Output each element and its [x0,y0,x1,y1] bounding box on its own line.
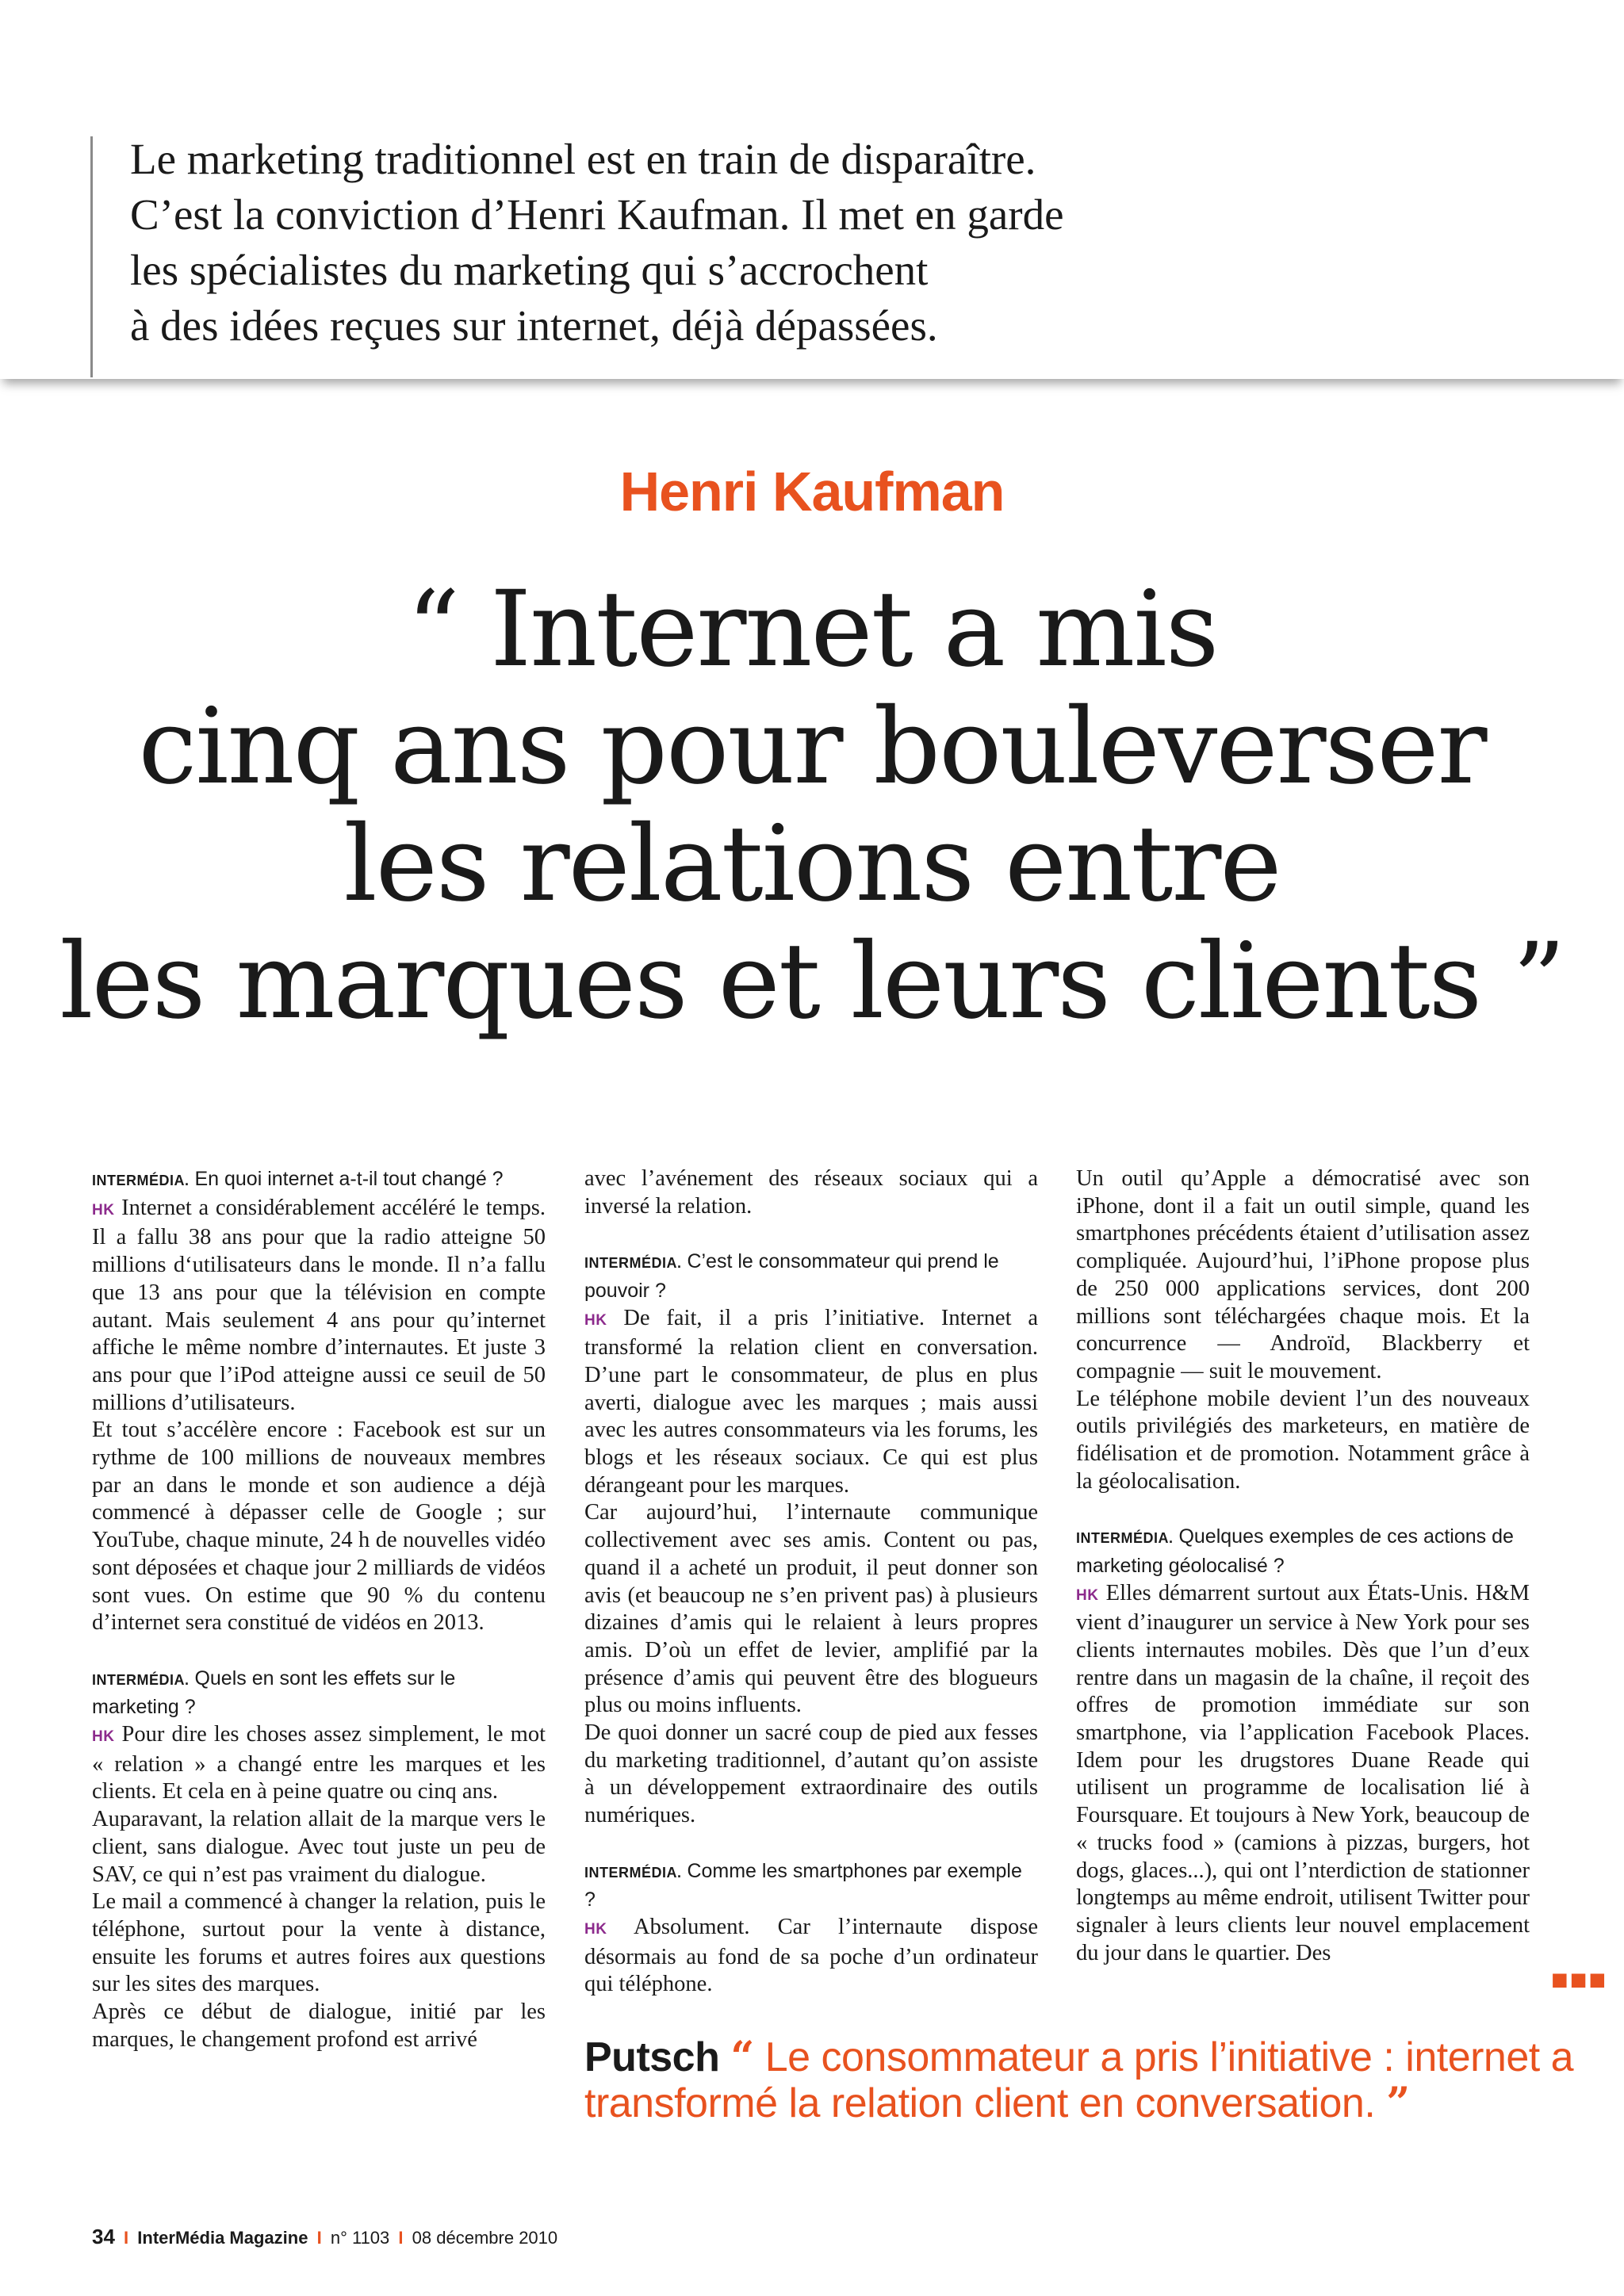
question-text: Quels en sont les effets sur le marketing ? [92,1667,456,1719]
respondent-label: HK [92,1728,115,1746]
interviewer-label: INTERMÉDIA. [92,1173,190,1188]
headline-line: cinq ans pour bouleverser [138,686,1486,808]
paragraph: Car aujourd’hui, l’internaute communique collectivement avec ses amis. Content ou pas, quand il a acheté un produit, il peut donner son avis (et beaucoup ne s’en privent pas) à plusieurs dizaines d’amis qui le relaient à leurs propres amis. D’où un effet de levier, amplifié par la présence d’amis qui peuvent être des blogueurs plus ou moins influents. [584,1500,1038,1718]
column-2 [584,1165,1038,1999]
paragraph: De quoi donner un sacré coup de pied aux fesses du marketing traditionnel, d’autant qu’on assiste à un développement extraordinaire des outils numériques. [584,1720,1038,1828]
paragraph: Un outil qu’Apple a démocratisé avec son iPhone, dont il a fait un outil simple, quand les smartphones précédents étaient d’utilisation assez compliquée. Aujourd’hui, l’iPhone propose plus de 250 000 applications services, dont 200 millions sont téléchargées chaque mois. Et la concurrence — Androïd, Blackberry et compagnie — suit le mouvement. [1076,1166,1530,1383]
interviewer-label: INTERMÉDIA. [1076,1530,1174,1547]
intro-rule [90,136,93,377]
interviewer-label: INTERMÉDIA. [92,1671,190,1688]
headline-line: “ Internet a mis [406,568,1218,691]
headline-line: les relations entre [343,803,1281,925]
continue-marker: ■■■ [1551,1963,1608,1996]
answer [1076,1580,1530,1968]
respondent-label: HK [92,1201,115,1219]
answer-text: Elles démarrent surtout aux États-Unis. H&M vient d’inaugurer un service à New York pour ses clients internautes mobiles. Dès que l’un d’eux rentre dans un magasin de la chaîne, il reçoit des offres de promotion immédiate sur son smartphone, via l’application Facebook Places. Idem pour les drugstores Duane Reade qui utilisent un programme de localisation lié à Foursquare. Et toujours à New York, beaucoup de « trucks food » (camions à pizzas, burgers, hot dogs, glaces...), qui ont l’nterdiction de stationner longtemps au même endroit, utilisent Twitter pour signaler à leurs clients leur nouvel emplacement du jour dans le quartier. Des [1076,1580,1530,1965]
pull-quote-label: Putsch [584,2034,720,2080]
paragraph: Auparavant, la relation allait de la marque vers le client, sans dialogue. Avec tout juste un peu de SAV, ce qui n’est pas vraiment du dialogue. [92,1807,546,1887]
respondent-label: HK [584,1311,607,1329]
author-name: Henri Kaufman [619,461,1005,522]
answer-text: Absolument. Car l’internaute dispose désormais au fond de sa poche d’un ordinateur qui téléphone. [584,1914,1038,1997]
paragraph: Le mail a commencé à changer la relation, puis le téléphone, surtout pour la vente à distance, ensuite les forums et autres foires aux questions sur les sites des marques. [92,1889,546,1997]
intro-band [0,0,1624,379]
close-quote-mark: ” [1386,2079,1410,2127]
paragraph: avec l’avénement des réseaux sociaux qui a inversé la relation. [584,1166,1038,1219]
answer [584,1305,1038,1500]
question [584,1858,1038,1914]
paragraph: Le téléphone mobile devient l’un des nouveaux outils privilégiés des marketeurs, en matière de fidélisation et de promotion. Notamment grâce à la géolocalisation. [1076,1386,1530,1494]
column-3 [1076,1165,1530,1967]
interviewer-label: INTERMÉDIA. [584,1255,682,1272]
intro-text: Le marketing traditionnel est en train de disparaître. C’est la conviction d’Henri Kaufman. Il met en garde les spécialistes du marketing qui s’accrochent à des idées reçues sur internet, déjà dépassées. [130,135,1064,350]
issue-number: n° 1103 [330,2228,390,2248]
answer-text: Internet a considérablement accéléré le temps. Il a fallu 38 ans pour que la radio atteigne 50 millions d‘utilisateurs dans le monde. Il n’a fallu que 13 ans pour que la télévision en compte autant. Mais seulement 4 ans pour qu’internet affiche le même nombre d’internautes. Et juste 3 ans pour que l’iPod atteigne aussi ce seuil de 50 millions d’utilisateurs. [92,1195,546,1415]
issue-date: 08 décembre 2010 [412,2228,558,2248]
paragraph: Après ce début de dialogue, initié par les marques, le changement profond est arrivé [92,1999,546,2052]
question-text: Comme les smartphones par exemple ? [584,1859,1022,1911]
footer-separator: I [398,2228,404,2248]
answer [92,1195,546,1418]
pull-quote-text: Le consommateur a pris l’initiative : internet a transformé la relation client en conversation. [584,2034,1574,2126]
page-footer [92,2225,557,2249]
question [584,1248,1038,1304]
pull-quote [584,2034,1576,2126]
answer-text: Pour dire les choses assez simplement, le mot « relation » a changé entre les marques et les clients. Et cela en à peine quatre ou cinq ans. [92,1722,546,1804]
question [92,1665,546,1721]
answer [92,1721,546,1806]
footer-separator: I [316,2228,322,2248]
magazine-name: InterMédia Magazine [137,2228,308,2248]
respondent-label: HK [584,1920,607,1938]
respondent-label: HK [1076,1586,1099,1604]
answer-text: De fait, il a pris l’initiative. Internet a transformé la relation client en conversation. D’une part le consommateur, de plus en plus averti, dialogue avec les marques ; mais aussi avec les autres consommateurs via les forums, les blogs et les réseaux sociaux. Ce qui est plus dérangeant pour les marques. [584,1305,1038,1498]
page-number: 34 [92,2225,115,2248]
question-text: En quoi internet a-t-il tout changé ? [194,1168,504,1190]
question-text: C’est le consommateur qui prend le pouvoir ? [584,1250,999,1302]
question-text: Quelques exemples de ces actions de marketing géolocalisé ? [1076,1525,1514,1577]
open-quote-mark: “ [730,2033,754,2081]
question [1076,1523,1530,1579]
interviewer-label: INTERMÉDIA. [584,1864,682,1881]
column-1 [92,1165,546,2053]
question [92,1165,546,1195]
headline [32,568,1592,1043]
paragraph: Et tout s’accélère encore : Facebook est sur un rythme de 100 millions de nouveaux membres par an dans le monde et son audience a déjà commencé à dépasser celle de Google ; sur YouTube, chaque minute, 24 h de nouvelles vidéo sont déposées et chaque jour 2 milliards de vidéos sont vues. On estime que 90 % du contenu d’internet sera constitué de vidéos en 2013. [92,1418,546,1636]
answer [584,1914,1038,1999]
footer-separator: I [124,2228,129,2248]
headline-line: les marques et leurs clients ” [59,920,1565,1043]
